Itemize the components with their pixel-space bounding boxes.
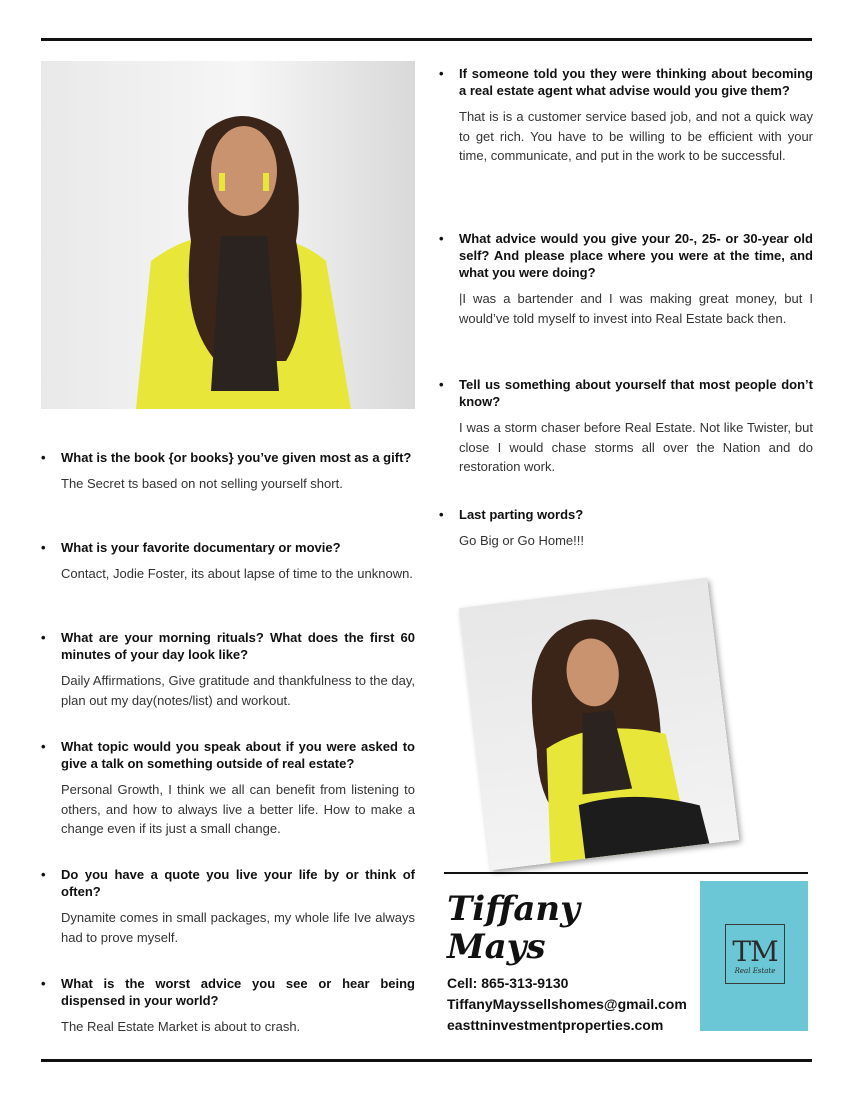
qa-item bbox=[41, 629, 415, 710]
qa-item bbox=[439, 376, 813, 477]
bullet: • bbox=[439, 231, 444, 246]
answer: I was a storm chaser before Real Estate. Not like Twister, but close I would chase storms all over the Nation and do restoration work. bbox=[459, 420, 813, 474]
question: • If someone told you they were thinking about becoming a real estate agent what advise would you give them? bbox=[439, 66, 813, 98]
answer: The Real Estate Market is about to crash. bbox=[61, 1019, 301, 1034]
answer: Dynamite comes in small packages, my whole life Ive always had to prove myself. bbox=[61, 910, 415, 945]
signature-rule bbox=[444, 872, 808, 874]
answer: |I was a bartender and I was making great money, but I would’ve told myself to invest into Real Estate back then. bbox=[459, 291, 813, 326]
answer: Contact, Jodie Foster, its about lapse of time to the unknown. bbox=[61, 566, 413, 581]
qa-item bbox=[439, 65, 813, 166]
cell-phone: Cell: 865-313-9130 bbox=[447, 975, 569, 991]
bullet: • bbox=[41, 867, 46, 882]
website-link[interactable]: easttninvestmentproperties.com bbox=[447, 1017, 664, 1033]
bottom-rule bbox=[41, 1059, 812, 1062]
bullet: • bbox=[41, 739, 46, 754]
question: • Do you have a quote you live your life by or think of often? bbox=[41, 867, 415, 899]
question: • What is your favorite documentary or movie? bbox=[41, 540, 341, 555]
first-name: Tiffany bbox=[447, 889, 580, 929]
email-link[interactable]: TiffanyMayssellshomes@gmail.com bbox=[447, 996, 687, 1012]
qa-item bbox=[439, 506, 813, 551]
seated-portrait-illustration bbox=[459, 578, 739, 870]
qa-item bbox=[439, 230, 813, 328]
logo-frame bbox=[725, 924, 785, 984]
logo-subtitle: Real Estate bbox=[734, 967, 776, 975]
bullet: • bbox=[439, 377, 444, 392]
qa-item bbox=[41, 738, 415, 839]
qa-item bbox=[41, 449, 415, 494]
agent-seated-photo bbox=[459, 578, 739, 870]
question: • Tell us something about yourself that most people don’t know? bbox=[439, 377, 813, 409]
logo-initials: TM bbox=[732, 935, 778, 968]
bullet: • bbox=[41, 630, 46, 645]
portrait-illustration bbox=[41, 61, 415, 409]
qa-item bbox=[41, 975, 415, 1037]
bullet: • bbox=[41, 450, 46, 465]
bullet: • bbox=[439, 507, 444, 522]
question: • Last parting words? bbox=[439, 507, 584, 522]
bullet: • bbox=[41, 976, 46, 991]
agent-name bbox=[447, 890, 647, 966]
answer: Daily Affirmations, Give gratitude and thankfulness to the day, plan out my day(notes/list) and workout. bbox=[61, 673, 415, 708]
answer: Personal Growth, I think we all can benefit from listening to others, and how to always live a better life. How to make a change even if its just a small change. bbox=[61, 782, 415, 836]
qa-item bbox=[41, 866, 415, 947]
question: • What topic would you speak about if you were asked to give a talk on something outside of real estate? bbox=[41, 739, 415, 771]
bullet: • bbox=[439, 66, 444, 81]
question: • What advice would you give your 20-, 25- or 30-year old self? And please place where you were at the time, and what you were doing? bbox=[439, 231, 813, 280]
answer: The Secret ts based on not selling yourself short. bbox=[61, 476, 343, 491]
top-rule bbox=[41, 38, 812, 41]
answer: Go Big or Go Home!!! bbox=[459, 533, 584, 548]
answer: That is is a customer service based job, and not a quick way to get rich. You have to be willing to be efficient with your time, communicate, and put in the work to be successful. bbox=[459, 109, 813, 163]
question: • What is the book {or books} you’ve given most as a gift? bbox=[41, 450, 412, 465]
question: • What are your morning rituals? What does the first 60 minutes of your day look like? bbox=[41, 630, 415, 662]
question: • What is the worst advice you see or hear being dispensed in your world? bbox=[41, 976, 415, 1008]
agent-portrait-photo bbox=[41, 61, 415, 409]
brand-logo bbox=[700, 881, 808, 1031]
bullet: • bbox=[41, 540, 46, 555]
last-name: Mays bbox=[447, 927, 546, 967]
qa-item bbox=[41, 539, 415, 584]
